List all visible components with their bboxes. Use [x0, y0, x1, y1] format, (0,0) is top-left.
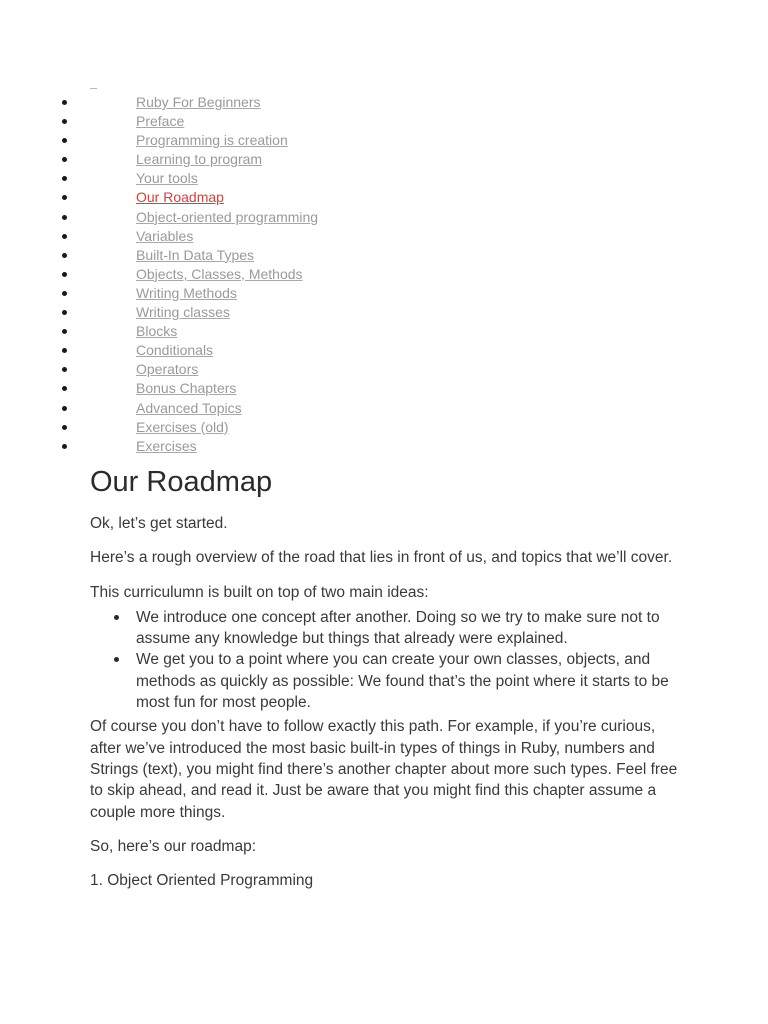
nav-link-variables[interactable]: Variables: [136, 227, 194, 244]
nav-link-writing-methods[interactable]: Writing Methods: [136, 284, 237, 301]
nav-item: [0, 112, 768, 131]
nav-link-your-tools[interactable]: Your tools: [136, 170, 198, 187]
bullet-icon: [62, 215, 67, 220]
nav-item: [0, 150, 768, 169]
nav-link-advanced-topics[interactable]: Advanced Topics: [136, 399, 242, 416]
bullet-icon: [62, 367, 67, 372]
nav-item: [0, 322, 768, 341]
ideas-list: [90, 607, 690, 713]
bullet-icon: [62, 310, 67, 315]
roadmap-item-1: 1. Object Oriented Programming: [90, 872, 314, 890]
roadmap-intro: So, here’s our roadmap:: [90, 837, 257, 855]
nav-item: [0, 303, 768, 322]
bullet-icon: [62, 100, 67, 105]
nav-item: [0, 284, 768, 303]
article: [90, 462, 690, 891]
nav-link-bonus-chapters[interactable]: Bonus Chapters: [136, 380, 237, 397]
bullet-icon: [62, 119, 67, 124]
top-mark: [90, 88, 97, 89]
nav-item: [0, 131, 768, 150]
nav-link-operators[interactable]: Operators: [136, 361, 199, 378]
nav-item: [0, 208, 768, 227]
bullet-icon: [62, 157, 67, 162]
nav-link-exercises[interactable]: Exercises: [136, 437, 197, 454]
nav-link-object-oriented-programming[interactable]: Object-oriented programming: [136, 208, 319, 225]
bullet-icon: [114, 657, 119, 662]
nav-item: [0, 399, 768, 418]
bullet-icon: [62, 176, 67, 181]
nav-item: [0, 188, 768, 207]
nav-item: [0, 418, 768, 437]
nav-item: [0, 379, 768, 398]
bullet-icon: [114, 615, 119, 620]
bullet-icon: [62, 138, 67, 143]
nav-link-our-roadmap[interactable]: Our Roadmap: [136, 189, 224, 206]
nav-item: [0, 360, 768, 379]
bullet-icon: [62, 291, 67, 296]
bullet-icon: [62, 195, 67, 200]
idea-text: We get you to a point where you can create your own classes, objects, and methods as quickly as possible: We found that’s the point where it starts to be most fun for most people.: [136, 651, 669, 712]
bullet-icon: [62, 444, 67, 449]
intro-paragraph: Ok, let’s get started.: [90, 515, 228, 532]
idea-text: We introduce one concept after another. Doing so we try to make sure not to assume any knowledge but things that already were explained.: [136, 608, 660, 648]
nav-link-built-in-data-types[interactable]: Built-In Data Types: [136, 246, 255, 263]
nav-link-programming-is-creation[interactable]: Programming is creation: [136, 132, 288, 149]
curriculum-paragraph: This curriculumn is built on top of two main ideas:: [90, 583, 429, 601]
nav-link-learning-to-program[interactable]: Learning to program: [136, 151, 263, 168]
bullet-icon: [62, 425, 67, 430]
bullet-icon: [62, 234, 67, 239]
nav-link-preface[interactable]: Preface: [136, 113, 185, 130]
bullet-icon: [62, 329, 67, 334]
idea-item: [90, 649, 690, 713]
nav-item: [0, 169, 768, 188]
overview-paragraph: Here’s a rough overview of the road that lies in front of us, and topics that we’ll cover.: [90, 549, 673, 567]
nav-item: [0, 437, 768, 456]
nav-link-blocks[interactable]: Blocks: [136, 323, 178, 340]
bullet-icon: [62, 253, 67, 258]
page-title: Our Roadmap: [90, 466, 273, 498]
bullet-icon: [62, 272, 67, 277]
bullet-icon: [62, 386, 67, 391]
nav-link-objects-classes-methods[interactable]: Objects, Classes, Methods: [136, 265, 303, 282]
nav-item: [0, 93, 768, 112]
nav-link-exercises-old[interactable]: Exercises (old): [136, 418, 229, 435]
nav-link-conditionals[interactable]: Conditionals: [136, 342, 214, 359]
nav-link-writing-classes[interactable]: Writing classes: [136, 304, 230, 321]
nav-link-ruby-for-beginners[interactable]: Ruby For Beginners: [136, 94, 261, 110]
chapter-nav-list: [0, 93, 768, 456]
idea-item: [90, 607, 690, 650]
bullet-icon: [62, 348, 67, 353]
nav-item: [0, 227, 768, 246]
course-paragraph: Of course you don’t have to follow exactly this path. For example, if you’re curious, after we’ve introduced the most basic built-in types of things in Ruby, numbers and Strings (text), you might find there’s another chapter about more such types. Feel free to skip ahead, and read it. Just be aware that you might find this chapter assume a couple more things.: [90, 718, 678, 821]
nav-item: [0, 265, 768, 284]
bullet-icon: [62, 406, 67, 411]
nav-item: [0, 246, 768, 265]
nav-item: [0, 341, 768, 360]
